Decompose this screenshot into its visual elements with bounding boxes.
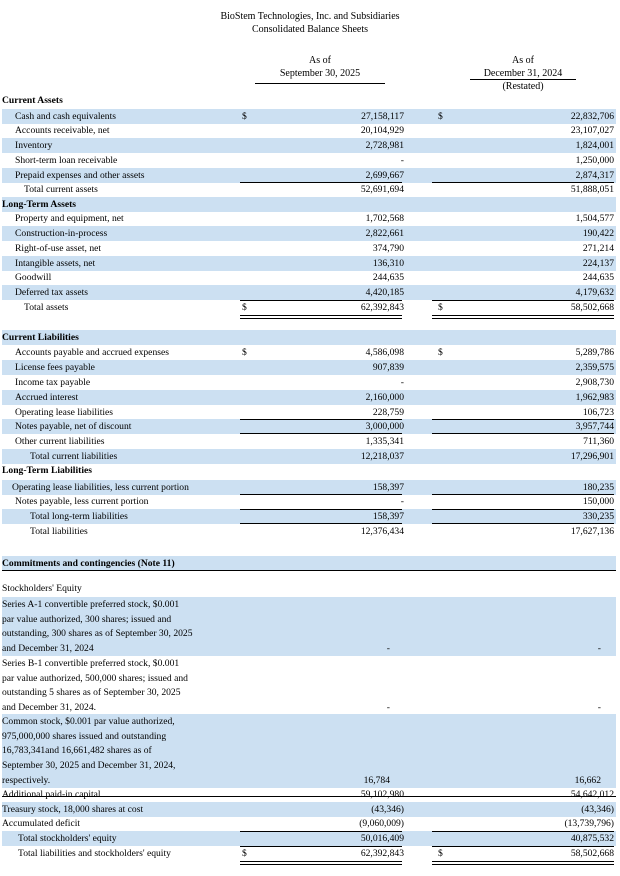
value-september-2025: 374,790	[372, 243, 404, 254]
total-underline-sep	[240, 315, 402, 319]
row-operating-lease-liabilities	[2, 405, 616, 420]
line-item-label: Goodwill	[15, 272, 52, 283]
row-notes-payable-less-current-portion	[2, 494, 616, 509]
series-b-value-sep: -	[386, 702, 390, 713]
total-underline-dec	[432, 861, 614, 865]
value-december-2024: 1,824,001	[575, 140, 614, 151]
line-item-label: Current Assets	[2, 95, 63, 106]
line-item-label: Treasury stock, 18,000 shares at cost	[2, 804, 144, 815]
value-december-2024: 40,875,532	[570, 833, 614, 844]
value-december-2024: 2,908,730	[575, 377, 614, 388]
value-december-2024: 22,832,706	[570, 111, 614, 122]
line-item-label: Notes payable, net of discount	[15, 421, 132, 432]
line-item-label: Notes payable, less current portion	[15, 496, 149, 507]
value-december-2024: 330,235	[582, 511, 614, 522]
row-total-liabilities	[2, 524, 616, 539]
value-september-2025: 244,635	[372, 272, 404, 283]
currency-symbol-dec: $	[438, 302, 443, 313]
row-total-current-assets	[2, 182, 616, 197]
col2-line1: As of	[512, 55, 534, 66]
row-treasury-stock-18-000-shares-at-cost	[2, 802, 616, 817]
row-license-fees-payable	[2, 360, 616, 375]
series-b-line: par value authorized, 500,000 shares; issued and	[2, 672, 188, 684]
total-underline-sep	[240, 182, 402, 183]
value-december-2024: 54,642,012	[570, 789, 614, 800]
line-item-label: Current Liabilities	[2, 332, 79, 343]
row-total-stockholders-equity	[2, 831, 616, 846]
value-september-2025: 12,218,037	[360, 451, 404, 462]
line-item-label: Deferred tax assets	[15, 287, 88, 298]
series-a-line: par value authorized, 300 shares; issued and	[2, 613, 172, 625]
line-item-label: License fees payable	[15, 362, 95, 373]
series-b-line: outstanding 5 shares as of September 30, 2025	[2, 687, 181, 699]
value-september-2025: 136,310	[372, 258, 404, 269]
row-total-current-liabilities	[2, 449, 616, 464]
common-stock-line: September 30, 2025 and December 31, 2024,	[2, 760, 176, 772]
row-total-liabilities-and-stockholders-equity	[2, 846, 616, 861]
value-december-2024: 17,296,901	[570, 451, 614, 462]
row-accounts-payable-and-accrued-expenses	[2, 345, 616, 360]
row-deferred-tax-assets	[2, 285, 616, 300]
value-december-2024: 1,504,577	[575, 213, 614, 224]
row-long-term-assets	[2, 197, 616, 212]
col2-line3: (Restated)	[502, 81, 544, 92]
value-december-2024: 150,000	[582, 496, 614, 507]
total-underline-dec	[432, 182, 614, 183]
row-property-and-equipment-net	[2, 211, 616, 226]
series-b-label	[2, 657, 216, 716]
common-stock-value-dec: 16,662	[574, 775, 601, 786]
currency-symbol-sep: $	[242, 347, 247, 358]
line-item-label: Total assets	[24, 302, 69, 313]
total-underline-dec	[432, 300, 614, 301]
value-september-2025: 20,104,929	[360, 125, 404, 136]
row-current-liabilities	[2, 330, 616, 345]
line-item-label: Operating lease liabilities	[15, 407, 114, 418]
line-item-label: Long-Term Assets	[2, 199, 76, 210]
value-september-2025: 50,016,409	[360, 833, 404, 844]
series-b-line: Series B-1 convertible preferred stock, $0.001	[2, 658, 180, 669]
row-accumulated-deficit	[2, 816, 616, 831]
value-september-2025: 228,759	[372, 407, 404, 418]
value-september-2025: 2,822,661	[365, 228, 404, 239]
line-item-label: Construction-in-process	[15, 228, 108, 239]
spacer-row	[2, 540, 616, 555]
total-underline-sep	[240, 300, 402, 301]
equity-heading-row	[2, 581, 616, 596]
section-divider	[2, 570, 616, 571]
line-item-label: Property and equipment, net	[15, 213, 124, 224]
line-item-label: Accounts payable and accrued expenses	[15, 347, 169, 358]
total-underline-dec	[432, 846, 614, 847]
common-stock-value-sep: 16,784	[363, 775, 390, 786]
value-september-2025: 2,160,000	[365, 392, 404, 403]
row-prepaid-expenses-and-other-assets	[2, 168, 616, 183]
line-item-label: Operating lease liabilities, less current portion	[12, 482, 189, 493]
value-september-2025: 12,376,434	[360, 526, 404, 537]
line-item-label: Accounts receivable, net	[15, 125, 110, 136]
company-name: BioStem Technologies, Inc. and Subsidiaries	[220, 11, 400, 22]
series-a-value-sep: -	[386, 643, 390, 654]
series-a-label	[2, 598, 216, 657]
value-september-2025: 59,102,980	[360, 789, 404, 800]
line-item-label: Short-term loan receivable	[15, 155, 118, 166]
row-accounts-receivable-net	[2, 123, 616, 138]
line-item-label: Total stockholders' equity	[18, 833, 117, 844]
line-item-label: Accrued interest	[15, 392, 79, 403]
value-december-2024: 1,250,000	[575, 155, 614, 166]
col1-line1: As of	[309, 55, 331, 66]
currency-symbol-dec: $	[438, 111, 443, 122]
row-income-tax-payable	[2, 375, 616, 390]
row-accrued-interest	[2, 390, 616, 405]
series-b-line: and December 31, 2024.	[2, 702, 97, 714]
total-underline-dec	[432, 831, 614, 832]
line-item-label: Other current liabilities	[15, 436, 105, 447]
total-underline-sep	[240, 494, 402, 495]
row-inventory	[2, 138, 616, 153]
row-current-assets	[2, 93, 616, 108]
common-stock-line: 975,000,000 shares issued and outstanding	[2, 730, 167, 742]
value-september-2025: -	[400, 155, 404, 166]
equity-heading: Stockholders' Equity	[2, 583, 82, 594]
row-other-current-liabilities	[2, 434, 616, 449]
series-a-line: Series A-1 convertible preferred stock, $0.001	[2, 599, 180, 610]
value-december-2024: (43,346)	[581, 804, 614, 815]
row-right-of-use-asset-net	[2, 241, 616, 256]
value-september-2025: -	[400, 496, 404, 507]
value-september-2025: 2,728,981	[365, 140, 404, 151]
value-december-2024: 224,137	[582, 258, 614, 269]
value-december-2024: 271,214	[582, 243, 614, 254]
value-december-2024: 106,723	[582, 407, 614, 418]
value-december-2024: 711,360	[583, 436, 614, 447]
common-stock-label	[2, 715, 216, 789]
row-construction-in-process	[2, 226, 616, 241]
value-september-2025: -	[400, 377, 404, 388]
statement-title: Consolidated Balance Sheets	[251, 24, 369, 35]
value-december-2024: (13,739,796)	[564, 818, 614, 829]
value-december-2024: 180,235	[582, 482, 614, 493]
line-item-label: Total long-term liabilities	[30, 511, 128, 522]
value-december-2024: 2,874,317	[575, 170, 614, 181]
line-item-label: Total liabilities and stockholders' equity	[18, 848, 171, 859]
total-underline-sep	[240, 861, 402, 865]
value-september-2025: 158,397	[372, 482, 404, 493]
currency-symbol-dec: $	[438, 347, 443, 358]
series-b-value-dec: -	[597, 702, 601, 713]
row-commitments-and-contingencies-note-11	[2, 556, 616, 571]
total-underline-sep	[240, 433, 402, 434]
value-december-2024: 2,359,575	[575, 362, 614, 373]
value-september-2025: 2,699,667	[365, 170, 404, 181]
value-september-2025: 907,839	[372, 362, 404, 373]
value-september-2025: 158,397	[372, 511, 404, 522]
series-a-line: and December 31, 2024	[2, 643, 94, 655]
col1-line2: September 30, 2025	[279, 68, 361, 79]
col2-line2: December 31, 2024	[483, 68, 563, 79]
line-item-label: Inventory	[15, 140, 53, 151]
line-item-label: Cash and cash equivalents	[15, 111, 116, 122]
currency-symbol-dec: $	[438, 848, 443, 859]
total-underline-sep	[240, 846, 402, 847]
value-september-2025: 4,586,098	[365, 347, 404, 358]
value-september-2025: 62,392,843	[360, 848, 404, 859]
value-september-2025: 1,335,341	[365, 436, 404, 447]
series-a-value-dec: -	[597, 643, 601, 654]
total-underline-dec	[432, 419, 614, 420]
row-cash-and-cash-equivalents	[2, 109, 616, 124]
total-underline-dec	[432, 315, 614, 319]
currency-symbol-sep: $	[242, 848, 247, 859]
value-september-2025: 62,392,843	[360, 302, 404, 313]
value-december-2024: 244,635	[582, 272, 614, 283]
value-december-2024: 1,962,983	[575, 392, 614, 403]
col1-header-rule	[255, 83, 385, 84]
value-december-2024: 51,888,051	[570, 184, 614, 195]
common-stock-line: Common stock, $0.001 par value authorized,	[2, 716, 175, 727]
currency-symbol-sep: $	[242, 111, 247, 122]
equity-divider	[2, 796, 616, 797]
currency-symbol-sep: $	[242, 302, 247, 313]
line-item-label: Total current liabilities	[30, 451, 118, 462]
line-item-label: Additional paid-in capital	[2, 789, 101, 800]
value-september-2025: (43,346)	[371, 804, 404, 815]
total-underline-dec	[432, 523, 614, 524]
total-underline-dec	[432, 494, 614, 495]
value-september-2025: 1,702,568	[365, 213, 404, 224]
line-item-label: Commitments and contingencies (Note 11)	[2, 558, 175, 569]
common-stock-line: 16,783,341and 16,661,482 shares as of	[2, 745, 152, 757]
line-item-label: Intangible assets, net	[15, 258, 96, 269]
value-september-2025: 4,420,185	[365, 287, 404, 298]
value-december-2024: 58,502,668	[570, 302, 614, 313]
value-september-2025: 3,000,000	[365, 421, 404, 432]
row-intangible-assets-net	[2, 256, 616, 271]
total-underline-sep	[240, 419, 402, 420]
series-a-line: outstanding, 300 shares as of September 30, 2025	[2, 628, 193, 640]
value-december-2024: 4,179,632	[575, 287, 614, 298]
value-december-2024: 3,957,744	[575, 421, 614, 432]
row-total-long-term-liabilities	[2, 509, 616, 524]
total-underline-sep	[240, 523, 402, 524]
row-notes-payable-net-of-discount	[2, 419, 616, 434]
value-december-2024: 58,502,668	[570, 848, 614, 859]
row-operating-lease-liabilities-less-current-portion	[2, 480, 616, 495]
common-stock-line: respectively.	[2, 774, 51, 786]
value-september-2025: (9,060,009)	[359, 818, 404, 829]
line-item-label: Right-of-use asset, net	[15, 243, 102, 254]
value-december-2024: 190,422	[582, 228, 614, 239]
total-underline-sep	[240, 509, 402, 510]
value-september-2025: 52,691,694	[360, 184, 404, 195]
line-item-label: Prepaid expenses and other assets	[15, 170, 145, 181]
value-december-2024: 23,107,027	[570, 125, 614, 136]
row-short-term-loan-receivable	[2, 153, 616, 168]
line-item-label: Long-Term Liabilities	[2, 465, 92, 476]
row-long-term-liabilities	[2, 463, 616, 478]
line-item-label: Total current assets	[24, 184, 98, 195]
value-december-2024: 5,289,786	[575, 347, 614, 358]
total-underline-dec	[432, 433, 614, 434]
value-september-2025: 27,158,117	[361, 111, 404, 122]
total-underline-dec	[432, 509, 614, 510]
value-december-2024: 17,627,136	[570, 526, 614, 537]
line-item-label: Accumulated deficit	[2, 818, 81, 829]
line-item-label: Income tax payable	[15, 377, 91, 388]
total-underline-sep	[240, 831, 402, 832]
line-item-label: Total liabilities	[30, 526, 88, 537]
row-total-assets	[2, 300, 616, 315]
row-goodwill	[2, 270, 616, 285]
row-additional-paid-in-capital	[2, 787, 616, 802]
